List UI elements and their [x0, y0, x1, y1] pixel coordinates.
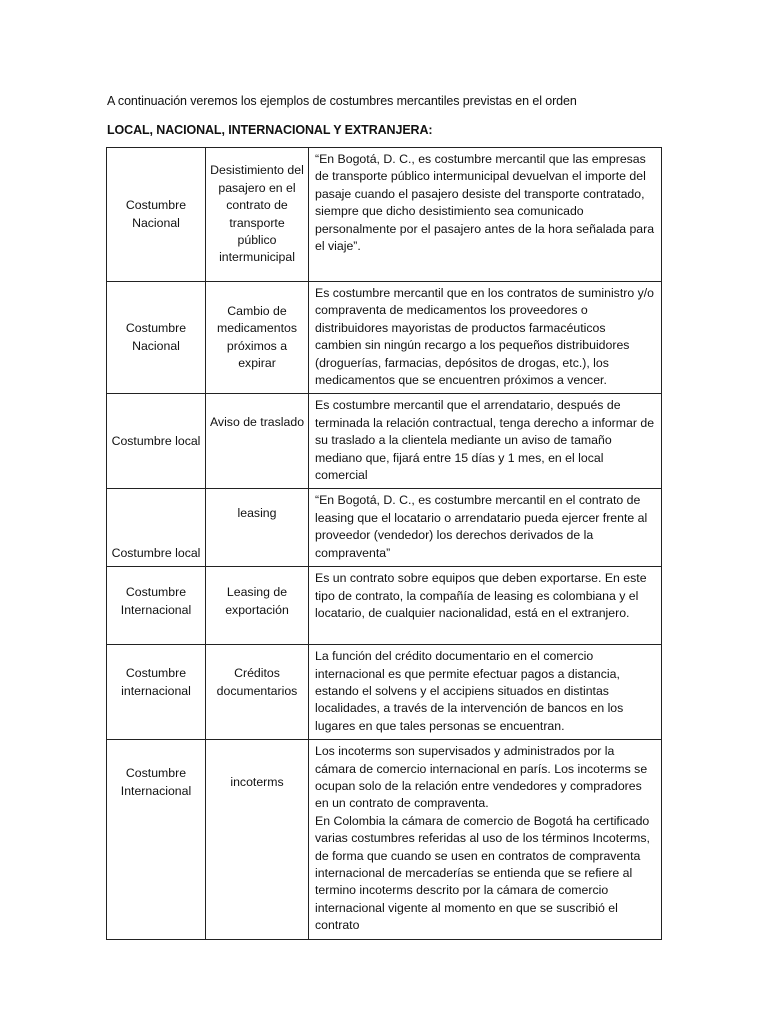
custom-subject-text: Créditos documentarios: [216, 666, 298, 698]
custom-subject-cell: [206, 489, 309, 567]
custom-description-text: Los incoterms son supervisados y administrados por la cámara de comercio internacional en parís. Los incoterms se ocupan solo de la relación entre vendedores y compradores en un contrato de compraventa.: [315, 744, 648, 811]
custom-subject-cell: [206, 282, 309, 394]
custom-subject-text: Cambio de medicamentos próximos a expirar: [217, 303, 297, 371]
custom-description-text: “En Bogotá, D. C., es costumbre mercantil que las empresas de transporte público intermunicipal devuelvan el importe del pasaje cuando el pasajero desiste del transporte contratado, siempre que dicho desistimiento sea comunicado personalmente por el pasajero antes de la hora señalada para el viaje”.: [315, 152, 655, 254]
custom-type-cell: [107, 645, 206, 740]
custom-description-cell: [309, 740, 662, 939]
custom-description-text: La función del crédito documentario en el comercio internacional es que permite efectuar pagos a distancia, estando el solvens y el accipiens situados en distintas localidades, a través de la intervención de bancos en los lugares en que tales personas se encuentran.: [315, 649, 624, 733]
custom-subject-cell: [206, 567, 309, 645]
custom-type-cell: [107, 489, 206, 567]
custom-description-text: Es costumbre mercantil que en los contratos de suministro y/o compraventa de medicamentos los proveedores o distribuidores mayoristas de productos farmacéuticos cambien sin ningún recargo a los pequeños distribuidores (droguerías, farmacias, depósitos de drogas, etc.), los medicamentos que se encuentren próximos a vencer.: [315, 286, 654, 388]
custom-subject-cell: [206, 645, 309, 740]
custom-type-cell: [107, 282, 206, 394]
table-row: [107, 645, 662, 740]
customs-table-body: [107, 148, 662, 940]
customs-table: [106, 147, 662, 940]
custom-type-text: Costumbre Internacional: [120, 766, 192, 798]
custom-subject-text: incoterms: [230, 775, 284, 790]
custom-subject-cell: [206, 394, 309, 489]
table-row: [107, 148, 662, 282]
table-row: [107, 567, 662, 645]
custom-subject-cell: [206, 148, 309, 282]
custom-type-cell: [107, 148, 206, 282]
custom-description-cell: [309, 148, 662, 282]
custom-type-text: Costumbre Nacional: [125, 321, 187, 353]
table-row: [107, 489, 662, 567]
custom-type-text: Costumbre local: [111, 545, 201, 560]
custom-description-text: Es un contrato sobre equipos que deben exportarse. En este tipo de contrato, la compañía de leasing es colombiana y el locatario, de cualquier nacionalidad, está en el extranjero.: [315, 571, 647, 620]
custom-type-cell: [107, 567, 206, 645]
custom-subject-text: Desistimiento del pasajero en el contrato de transporte público intermunicipal: [210, 163, 304, 265]
custom-description-cell: [309, 282, 662, 394]
custom-description-cell: [309, 489, 662, 567]
custom-type-cell: [107, 394, 206, 489]
custom-subject-text: Aviso de traslado: [209, 415, 305, 430]
custom-type-text: Costumbre Nacional: [125, 198, 187, 230]
custom-description-cell: [309, 394, 662, 489]
custom-description-text: En Colombia la cámara de comercio de Bogotá ha certificado varias costumbres referidas al uso de los términos Incoterms, de forma que cuando se usen en contratos de compraventa internacional de mercaderías se entienda que se refiere al termino incoterms descrito por la cámara de comercio internacional vigente al momento en que se suscribió el contrato: [315, 813, 650, 933]
custom-subject-text: Leasing de exportación: [225, 585, 289, 617]
custom-type-text: Costumbre local: [111, 433, 201, 448]
intro-text: A continuación veremos los ejemplos de costumbres mercantiles previstas en el orden: [107, 94, 577, 108]
custom-description-text: “En Bogotá, D. C., es costumbre mercantil en el contrato de leasing que el locatario o arrendatario pueda ejercer frente al proveedor (vendedor) los derechos derivados de la compraventa”: [315, 493, 648, 560]
table-row: [107, 282, 662, 394]
table-row: [107, 740, 662, 939]
custom-subject-cell: [206, 740, 309, 939]
section-subtitle: LOCAL, NACIONAL, INTERNACIONAL Y EXTRANJERA:: [107, 123, 433, 137]
table-row: [107, 394, 662, 489]
custom-type-cell: [107, 740, 206, 939]
custom-type-text: Costumbre internacional: [121, 666, 191, 698]
custom-type-text: Costumbre Internacional: [120, 585, 192, 617]
custom-description-cell: [309, 567, 662, 645]
custom-description-cell: [309, 645, 662, 740]
custom-subject-text: leasing: [237, 506, 277, 521]
custom-description-text: Es costumbre mercantil que el arrendatario, después de terminada la relación contractual, tenga derecho a informar de su traslado a la clientela mediante un aviso de tamaño mediano que, fijará entre 15 días y 1 mes, en el local comercial: [315, 398, 655, 483]
